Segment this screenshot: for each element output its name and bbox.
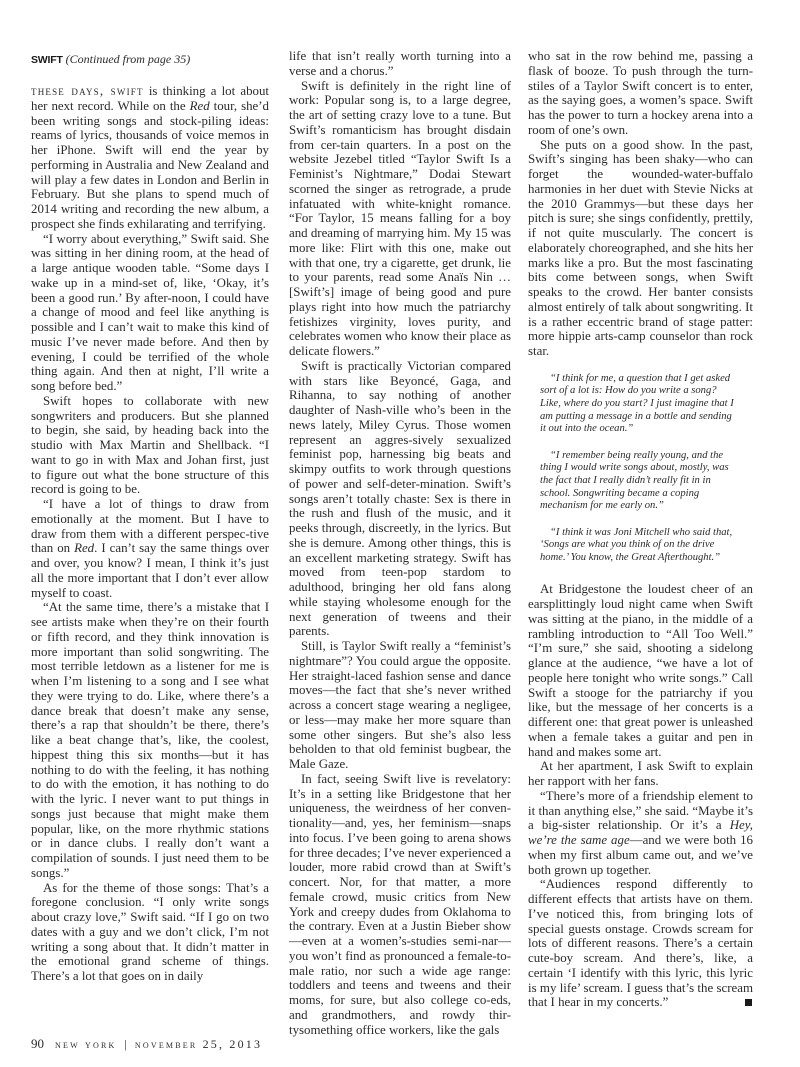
paragraph: In fact, seeing Swift live is revelatory: It’s in a setting like Bridgestone that her uniqueness, the weirdness of her conven-tionality—and, yes, her feminism—snaps into focus. I’ve been going to arena shows for three decades; I’ve never experienced a louder, more rabid crowd than at Swift’s concert. Nor, for that matter, a more female crowd, music critics from New York and creepy dudes from Oklahoma to the contrary. Even at a Justin Bieber show—even at a women’s-studies semi-nar—you won’t find as pronounced a female-to-male ratio, nor such a wide age range: toddlers and teens and tweens and their moms, for sure, but also college co-eds, and grandmothers, and rowdy thir-tysomething office workers, like the gals (289, 771, 511, 1037)
folio-separator: | (124, 1037, 127, 1051)
paragraph: As for the theme of those songs: That’s a foregone conclusion. “I only write songs about crazy love,” Swift said. “If I go on two dates with a guy and we don’t click, I’m not writing a song about that. It didn’t matter in the emotional grand scheme of things. There’s a lot that goes on in daily (31, 880, 269, 983)
paragraph: “There’s more of a friendship element to it than anything else,” she said. “Maybe it’s a big-sister relationship. Or it’s a Hey, we’re the same age—and we were both 16 when my first album came out, and we’ve both grown up together. (528, 788, 753, 877)
paragraph: “I have a lot of things to draw from emotionally at the moment. But I have to draw from them with a different perspec-tive than on Red. I can’t say the same things over and over, you know? I mean, I think it’s just all the more important that I don’t ever allow myself to coast. (31, 497, 269, 600)
paragraph: Swift hopes to collaborate with new songwriters and producers. But she planned to begin, she said, by heading back into the studio with Max Martin and Shellback. “I want to go in with Max and Johan first, just to figure out what the bone structure of this record is going to be. (31, 393, 269, 497)
pull-quote: “I remember being really young, and the thing I would write songs about, mostly, was the fact that I really didn’t really fit in in school. Songwriting became a coping mechanism for me early on.” (540, 449, 729, 512)
article-column-1 (31, 51, 269, 984)
paragraph: At her apartment, I ask Swift to explain her rapport with her fans. (528, 759, 753, 789)
issue-date: november 25, 2013 (134, 1037, 263, 1051)
paragraph: Still, is Taylor Swift really a “feminist’s nightmare”? You could argue the opposite. Her straight-laced fashion sense and dance moves—the fact that she’s never writhed across a concert stage wearing a negligee, or less—may make her more square than some other singers. But she’s also less beholden to that old feminist bugbear, the Male Gaze. (289, 639, 511, 771)
paragraph: “At the same time, there’s a mistake that I see artists make when they’re on their fourth or fifth record, and they think innovation is more important than solid songwriting. The most terrible letdown as a listener for me is when I’m listening to a song and I see what they were trying to do. Like, where there’s a dance break that doesn’t make any sense, there’s a rap that shouldn’t be there, there’s like a beat change that’s, like, the coolest, hippest thing this six months—but it has nothing to do with the feeling, it has nothing to do with the emotion, it has nothing to do with the lyric. I never want to put things in songs just because that might make them popular, like, on the more rhythmic stations or in dance clubs. I really don’t want a compilation of sounds. I just need them to be songs.” (31, 600, 269, 880)
magazine-name: new york (55, 1037, 117, 1051)
paragraph: “I worry about everything,” Swift said. She was sitting in her dining room, at the head of a large antique wooden table. “Some days I wake up in a mind-set of, like, ‘Okay, it’s been a good run.’ By after-noon, I could have a change of mood and feel like anything is possible and I can’t wait to make this kind of music I’ve never made before. And then by evening, I could be terrified of the whole thing again. And then at night, I’ll write a song before bed.” (31, 231, 269, 393)
continued-from-note: (Continued from page 35) (65, 52, 191, 66)
pull-quote: “I think for me, a question that I get asked sort of a lot is: How do you write a song? Like, where do you start? I just imagine that I am putting a message in a bottle and sending it out into the ocean.” (540, 372, 734, 435)
paragraph: who sat in the row behind me, passing a flask of booze. To push through the turn-stiles of a Taylor Swift concert is to enter, as the saying goes, a women’s space. Swift has the power to turn a hockey arena into a room of one’s own. (528, 49, 753, 137)
paragraph: “Audiences respond differently to different effects that artists have on them. I’ve noticed this, from bringing lots of special guests onstage. Crowds scream for lots of different reasons. There’s a certain cute-boy scream. And there’s, like, a certain ‘I identify with this lyric, this lyric is my life’ scream. I guess that’s the scream that I hear in my concerts.” (528, 877, 753, 1010)
folio (31, 1036, 262, 1052)
running-head-slug: SWIFT (31, 54, 63, 66)
paragraph: Swift is definitely in the right line of work: Popular song is, to a large degree, the art of setting crazy love to a tune. But Swift’s romanticism has brought disdain from cer-tain quarters. In a post on the website Jezebel titled “Taylor Swift Is a Feminist’s Nightmare,” Dodai Stewart scorned the singer as retrograde, a prude infatuated with white-knight romance. “For Taylor, 15 means falling for a boy and dreaming of marrying him. My 15 was more like: Flirt with this one, make out with that one, try a cigarette, get drunk, lie to your parents, read some Anaïs Nin … [Swift’s] image of being good and pure plays right into how much the patriarchy fetishizes virginity, loves purity, and celebrates women who know their place as delicate flowers.” (289, 78, 511, 358)
end-square-icon (745, 999, 752, 1006)
paragraph: At Bridgestone the loudest cheer of an earsplittingly loud night came when Swift was sitting at the piano, in the middle of a rambling introduction to “All Too Well.” “I’m sure,” she said, shooting a sidelong glance at the audience, “we have a lot of people here tonight who write songs.” Call Swift a stooge for the patriarchy if you like, but the message of her concerts is a different one: that great power is unleashed when a female takes a guitar and pen in hand and makes some art. (528, 582, 753, 759)
paragraph: these days, swift is thinking a lot about her next record. While on the Red tour, she’d been writing songs and stock-piling ideas: reams of lyrics, thousands of voice memos in her iPhone. Swift will end the year by performing in Australia and New Zealand and will play a few dates in London and Berlin in February. But she plans to spend much of 2014 writing and recording the new album, a prospect she finds exhilarating and terrifying. (31, 83, 269, 231)
article-column-2 (289, 49, 511, 1037)
running-head (31, 51, 269, 68)
article-column-3 (528, 49, 753, 1010)
paragraph: She puts on a good show. In the past, Swift’s singing has been shaky—who can forget the wounded-water-buffalo harmonies in her duet with Stevie Nicks at the 2010 Grammys—but these days her pitch is sure; she sings confidently, prettily, if not quite muscularly. The concert is elaborately choreographed, and she hits her marks like a pro. But the most fascinating bits come between songs, when Swift speaks to the crowd. Her banter consists almost entirely of talk about songwriting. It is a rather eccentric brand of stage patter: more hippie arts-camp counselor than rock star. (528, 137, 753, 358)
pull-quote: “I think it was Joni Mitchell who said that, ‘Songs are what you think of on the drive home.’ You know, the Great Afterthought.” (540, 526, 733, 563)
paragraph: Swift is practically Victorian compared with stars like Beyoncé, Gaga, and Rihanna, to say nothing of another daughter of Nash-ville who’s been in the news lately, Miley Cyrus. Those women represent an aggres-sively sexualized feminist pop, harnessing big beats and skimpy outfits to work through questions of power and self-deter-mination. Swift’s songs aren’t totally chaste: Sex is there in the rush and flush of the music, and it peeks through, discreetly, in the lyrics. But she is demure. Among other things, this is an excellent marketing strategy. Swift has moved from teen-pop stardom to adulthood, bringing her old fans along while staying wholesome enough for the next generation of tweens and their parents. (289, 358, 511, 639)
page-number: 90 (31, 1036, 44, 1051)
paragraph: life that isn’t really worth turning into a verse and a chorus.” (289, 49, 511, 78)
lead-in: these days, swift (31, 83, 144, 98)
